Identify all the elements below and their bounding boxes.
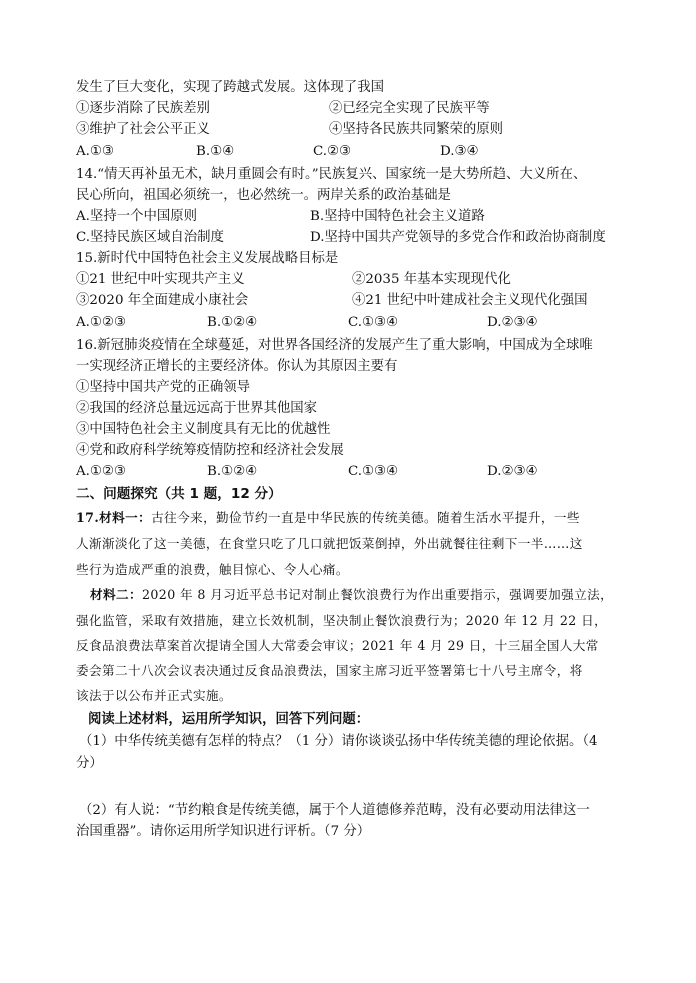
q16-choice-d: D.②③④ [487, 464, 538, 479]
q16-choice-a: A.①②③ [76, 464, 126, 479]
q17-material-2-label: 材料二： [90, 587, 142, 602]
q17-material-2-line-4: 委会第二十八次会议表决通过反食品浪费法，国家主席习近平签署第七十八号主席令，将 [76, 663, 583, 678]
q16-option-2: ②我国的经济总量远远高于世界其他国家 [76, 401, 318, 416]
q13-choice-d: D.③④ [440, 144, 479, 159]
q17-material-2-line-3: 反食品浪费法草案首次提请全国人大常委会审议；2021 年 4 月 29 日，十三届全国人大常 [76, 638, 599, 653]
q17-material-2-line-5: 该法于以公布并正式实施。 [76, 688, 232, 703]
q14-choice-d: D.坚持中国共产党领导的多党合作和政治协商制度 [310, 230, 606, 245]
q15-choice-b: B.①②④ [207, 315, 258, 330]
q16-stem-line-2: 一实现经济正增长的主要经济体。你认为其原因主要有 [76, 359, 398, 374]
q15-option-3: ③2020 年全面建成小康社会 [76, 293, 249, 308]
q17-subquestion-1-line-1: （1）中华传统美德有怎样的特点？（1 分）请你谈谈弘扬中华传统美德的理论依据。（4 [79, 734, 598, 749]
q13-choice-c: C.②③ [313, 144, 352, 159]
q17-material-1-line-1 [76, 508, 580, 528]
q15-option-2: ②2035 年基本实现现代化 [352, 272, 511, 287]
q17-material-1-text: 古往今来，勤俭节约一直是中华民族的传统美德。随着生活水平提升，一些 [151, 510, 580, 525]
q16-stem-line-1: 16.新冠肺炎疫情在全球蔓延，对世界各国经济的发展产生了重大影响，中国成为全球唯 [76, 338, 593, 353]
q13-choice-b: B.①④ [196, 144, 235, 159]
q17-subquestion-1-line-2: 分） [76, 756, 103, 771]
q16-choice-b: B.①②④ [207, 464, 258, 479]
q15-choice-a: A.①②③ [76, 315, 126, 330]
q15-stem: 15.新时代中国特色社会主义发展战略目标是 [76, 251, 339, 266]
q13-stem: 发生了巨大变化，实现了跨越式发展。这体现了我国 [76, 80, 384, 95]
q15-choice-d: D.②③④ [487, 315, 538, 330]
q16-option-1: ①坚持中国共产党的正确领导 [76, 380, 251, 395]
q14-stem-line-2: 民心所向，祖国必须统一，也必然统一。两岸关系的政治基础是 [76, 188, 451, 203]
q17-material-1-label: 17.材料一： [76, 510, 152, 525]
q13-option-4: ④坚持各民族共同繁荣的原则 [329, 122, 504, 137]
q15-option-1: ①21 世纪中叶实现共产主义 [76, 272, 245, 287]
q17-instruction: 阅读上述材料，运用所学知识，回答下列问题： [88, 712, 370, 727]
q16-choice-c: C.①③④ [348, 464, 399, 479]
q13-option-1: ①逐步消除了民族差别 [76, 101, 210, 116]
q15-option-4: ④21 世纪中叶建成社会主义现代化强国 [352, 293, 588, 308]
q14-choice-c: C.坚持民族区域自治制度 [76, 230, 224, 245]
q14-choice-b: B.坚持中国特色社会主义道路 [310, 209, 485, 224]
q15-choice-c: C.①③④ [348, 315, 399, 330]
q14-stem-line-1: 14.“情天再补虽无术，缺月重圆会有时。”民族复兴、国家统一是大势所趋、大义所在、 [76, 167, 587, 182]
q17-subquestion-2-line-2: 治国重器”。请你运用所学知识进行评析。（7 分） [76, 824, 371, 839]
q17-material-2-line-1 [90, 585, 613, 605]
q13-option-3: ③维护了社会公平正义 [76, 122, 210, 137]
q16-option-4: ④党和政府科学统筹疫情防控和经济社会发展 [76, 443, 344, 458]
q17-material-2-line-2: 强化监管，采取有效措施，建立长效机制，坚决制止餐饮浪费行为；2020 年 12 月 22 日， [76, 613, 608, 628]
q16-option-3: ③中国特色社会主义制度具有无比的优越性 [76, 422, 331, 437]
q14-choice-a: A.坚持一个中国原则 [76, 209, 198, 224]
q17-material-1-line-3: 些行为造成严重的浪费，触目惊心、令人心痛。 [76, 562, 349, 577]
q13-option-2: ②已经完全实现了民族平等 [329, 101, 490, 116]
q17-material-2-text: 2020 年 8 月习近平总书记对制止餐饮浪费行为作出重要指示，强调要加强立法， [141, 587, 614, 602]
q17-material-1-line-2: 人渐渐淡化了这一美德，在食堂只吃了几口就把饭菜倒掉，外出就餐往往剩下一半……这 [76, 536, 583, 551]
q13-choice-a: A.①③ [76, 144, 114, 159]
section-2-title: 二、问题探究（共 1 题，12 分） [76, 486, 282, 502]
q17-subquestion-2-line-1: （2）有人说：“节约粮食是传统美德，属于个人道德修养范畴，没有必要动用法律这一 [79, 803, 590, 818]
